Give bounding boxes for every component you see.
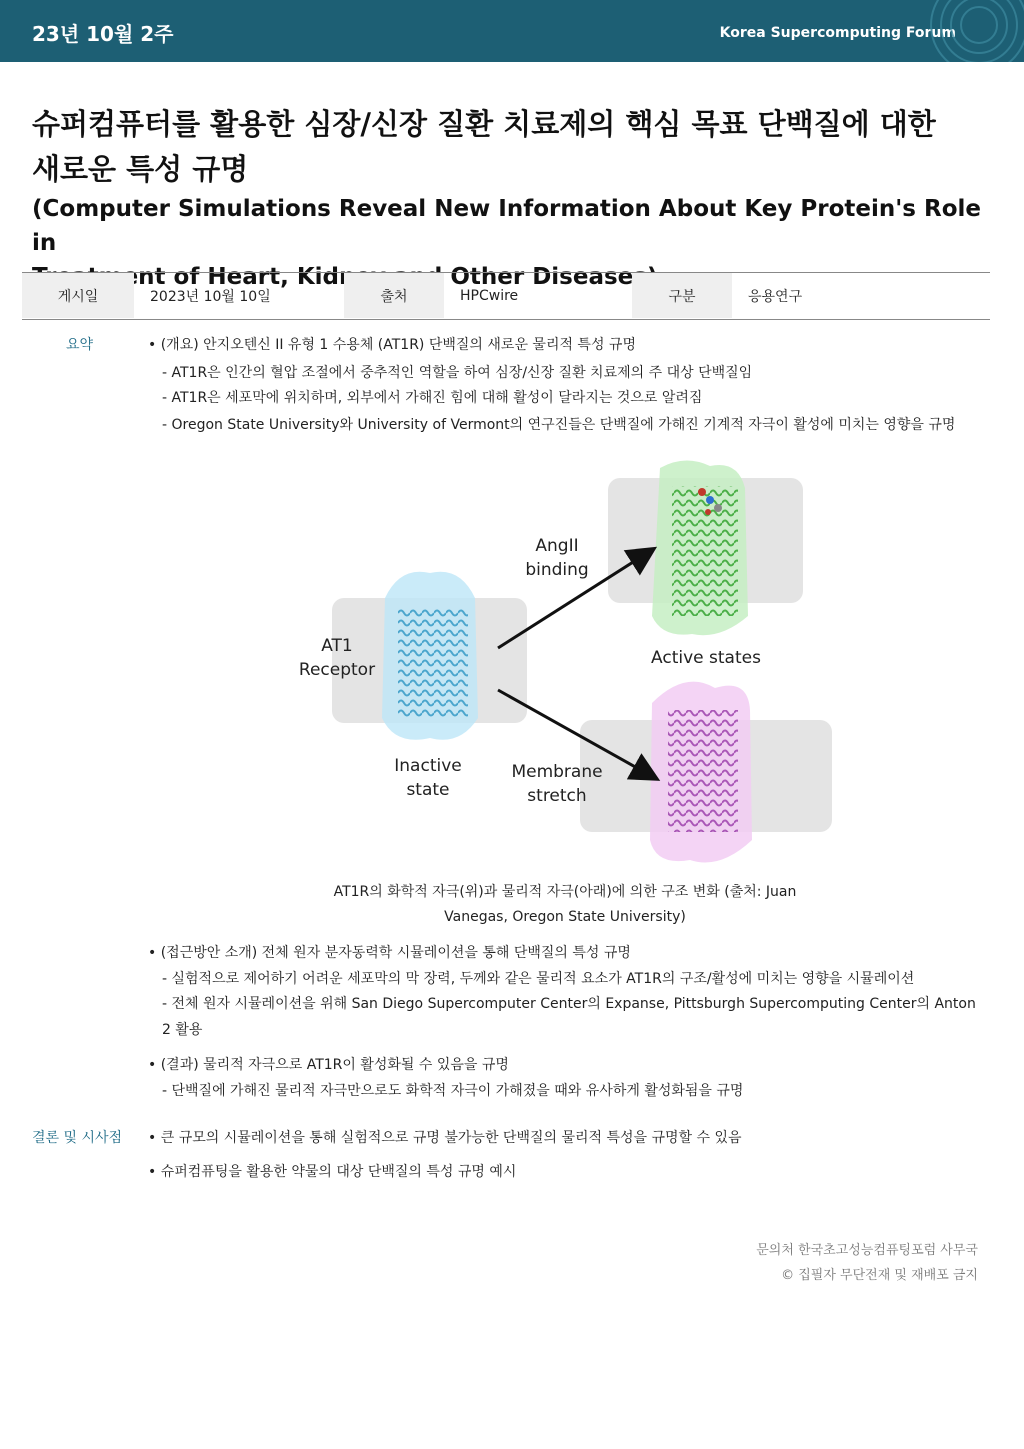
approach-sub-2: - 전체 원자 시뮬레이션을 위해 San Diego Supercomputer Center의 Expanse, Pittsburgh Supercomputing Center의 Anton 2 활용	[162, 996, 976, 1038]
result-sub: - 단백질에 가해진 물리적 자극만으로도 화학적 자극이 가해졌을 때와 유사하게 활성화됨을 규명	[162, 1083, 744, 1099]
meta-table	[22, 272, 990, 320]
receptor-label	[290, 634, 384, 682]
approach-sub-1: - 실험적으로 제어하기 어려운 세포막의 막 장력, 두께와 같은 물리적 요소가 AT1R의 구조/활성에 미치는 영향을 시뮬레이션	[162, 971, 915, 987]
source-label: 출처	[344, 273, 444, 318]
category-label: 구분	[632, 273, 732, 318]
summary-sub-3: - Oregon State University와 University of Vermont의 연구진들은 단백질에 가해진 기계적 자극이 활성에 미치는 영향을 규명	[162, 417, 956, 433]
category-value: 응용연구	[748, 288, 803, 305]
summary-bullet: • (개요) 안지오텐신 II 유형 1 수용체 (AT1R) 단백질의 새로운 물리적 특성 규명	[148, 337, 636, 353]
title-english-line2: of Heart, Kidney Other Diseases)	[173, 264, 658, 290]
source-value: HPCwire	[460, 287, 519, 304]
title-english-line1: (Computer Simulations Reveal New Information About Key Protein's Role in	[32, 196, 981, 256]
conclusion-label: 결론 및 시사점	[32, 1130, 123, 1146]
membrane-label-line1: Membrane	[511, 762, 603, 782]
approach-bullet-text: (접근방안 소개) 전체 원자 분자동력학 시뮬레이션을 통해 단백질의 특성 규명	[160, 945, 631, 961]
title-korean-line2: 새로운 특성 규명	[32, 152, 249, 186]
result-bullet: • (결과) 물리적 자극으로 AT1R이 활성화될 수 있음을 규명	[148, 1057, 509, 1073]
inactive-label-line1: Inactive	[394, 756, 462, 776]
summary-sub-2: - AT1R은 세포막에 위치하며, 외부에서 가해진 힘에 대해 활성이 달라지는 것으로 알려짐	[162, 390, 703, 406]
figure-caption: AT1R의 화학적 자극(위)과 물리적 자극(아래)에 의한 구조 변화 (출처: Juan Vanegas, Oregon State University)	[333, 884, 797, 925]
conclusion-bullet-1-text: 큰 규모의 시뮬레이션을 통해 실험적으로 규명 불가능한 단백질의 물리적 특성을 규명할 수 있음	[160, 1130, 742, 1146]
conclusion-bullet-2-text: 슈퍼컴퓨팅을 활용한 약물의 대상 단백질의 특성 규명 예시	[160, 1164, 517, 1180]
result-bullet-text: (결과) 물리적 자극으로 AT1R이 활성화될 수 있음을 규명	[160, 1057, 509, 1073]
receptor-label-line2: Receptor	[298, 660, 376, 680]
summary-label: 요약	[66, 337, 94, 353]
title-korean-line1: 슈퍼컴퓨터를 활용한 심장/신장 질환 치료제의 핵심 목표 단백질에 대한	[32, 107, 936, 141]
footer-copyright: © 집필자 무단전재 및 재배포 금지	[781, 1268, 978, 1283]
membrane-label-line2: stretch	[527, 786, 587, 806]
stretched-receptor	[580, 682, 832, 863]
inactive-label-line2: state	[406, 780, 450, 800]
footer-contact: 문의처 한국초고성능컴퓨팅포럼 사무국	[756, 1243, 978, 1258]
inactive-label	[380, 754, 476, 802]
title-korean	[32, 102, 992, 192]
approach-bullet: • (접근방안 소개) 전체 원자 분자동력학 시뮬레이션을 통해 단백질의 특성 규명	[148, 945, 631, 961]
header-org: Korea Supercomputing Forum	[719, 25, 956, 41]
header-decoration-icon	[924, 0, 1024, 62]
membrane-label	[502, 760, 612, 808]
receptor-label-line1: AT1	[321, 636, 353, 656]
angii-label-line1: AngII	[535, 536, 579, 556]
posted-label: 게시일	[22, 273, 134, 318]
angii-label	[514, 534, 600, 582]
summary-bullet-text: (개요) 안지오텐신 II 유형 1 수용체 (AT1R) 단백질의 새로운 물리적 특성 규명	[160, 337, 636, 353]
summary-sub-1: - AT1R은 인간의 혈압 조절에서 중추적인 역할을 하여 심장/신장 질환 치료제의 주 대상 단백질임	[162, 365, 753, 381]
conclusion-bullet-2: • 슈퍼컴퓨팅을 활용한 약물의 대상 단백질의 특성 규명 예시	[148, 1164, 517, 1180]
header-bar	[0, 0, 1024, 62]
active-label: Active states	[651, 648, 761, 668]
angii-label-line2: binding	[525, 560, 589, 580]
posted-value: 2023년 10월 10일	[150, 288, 271, 305]
protein-figure	[290, 448, 850, 876]
active-receptor	[608, 460, 803, 635]
conclusion-bullet-1: • 큰 규모의 시뮬레이션을 통해 실험적으로 규명 불가능한 단백질의 물리적 특성을 규명할 수 있음	[148, 1130, 742, 1146]
header-week: 23년 10월 2주	[32, 22, 174, 46]
